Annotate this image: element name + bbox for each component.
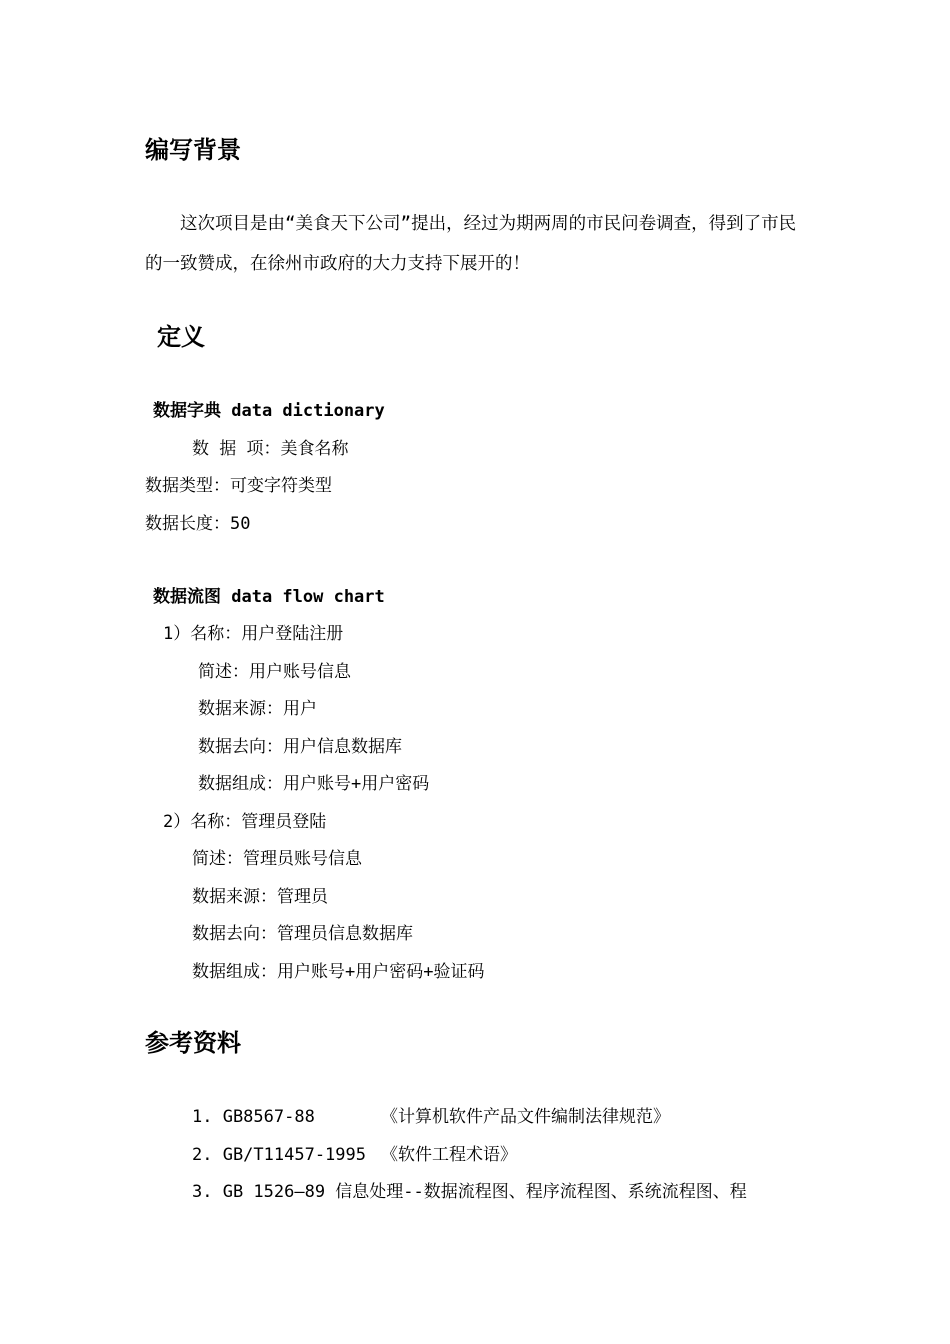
entry-source: 数据来源：用户 [198,699,317,719]
heading-background: 编写背景 [145,136,241,164]
reference-code: 3. GB 1526—89 信息处理--数据流程图、程序流程图、系统流程图、程 [192,1182,747,1202]
data-flow-title: 数据流图 data flow chart [153,587,385,607]
heading-definition: 定义 [157,323,205,351]
entry-name: 2）名称：管理员登陆 [163,812,327,832]
data-dictionary-title: 数据字典 data dictionary [153,401,385,421]
entry-name: 1）名称：用户登陆注册 [163,624,344,644]
entry-destination: 数据去向：管理员信息数据库 [192,924,413,944]
reference-code: 1. GB8567-88 [192,1107,315,1127]
heading-references: 参考资料 [145,1029,241,1057]
background-paragraph: 这次项目是由“美食天下公司”提出，经过为期两周的市民问卷调查，得到了市民的一致赞成，在徐州市政府的大力支持下展开的！ [145,214,797,274]
entry-summary: 简述：管理员账号信息 [192,849,362,869]
reference-code: 2. GB/T11457-1995 [192,1145,366,1165]
reference-title: 《软件工程术语》 [381,1145,517,1165]
entry-composition: 数据组成：用户账号+用户密码 [198,774,430,794]
data-dictionary-type: 数据类型：可变字符类型 [145,476,332,496]
entry-destination: 数据去向：用户信息数据库 [198,737,402,757]
reference-title: 《计算机软件产品文件编制法律规范》 [381,1107,670,1127]
entry-summary: 简述：用户账号信息 [198,662,351,682]
entry-composition: 数据组成：用户账号+用户密码+验证码 [192,962,485,982]
data-dictionary-item: 数 据 项：美食名称 [192,439,349,459]
data-dictionary-length: 数据长度：50 [145,514,251,534]
entry-source: 数据来源：管理员 [192,887,328,907]
